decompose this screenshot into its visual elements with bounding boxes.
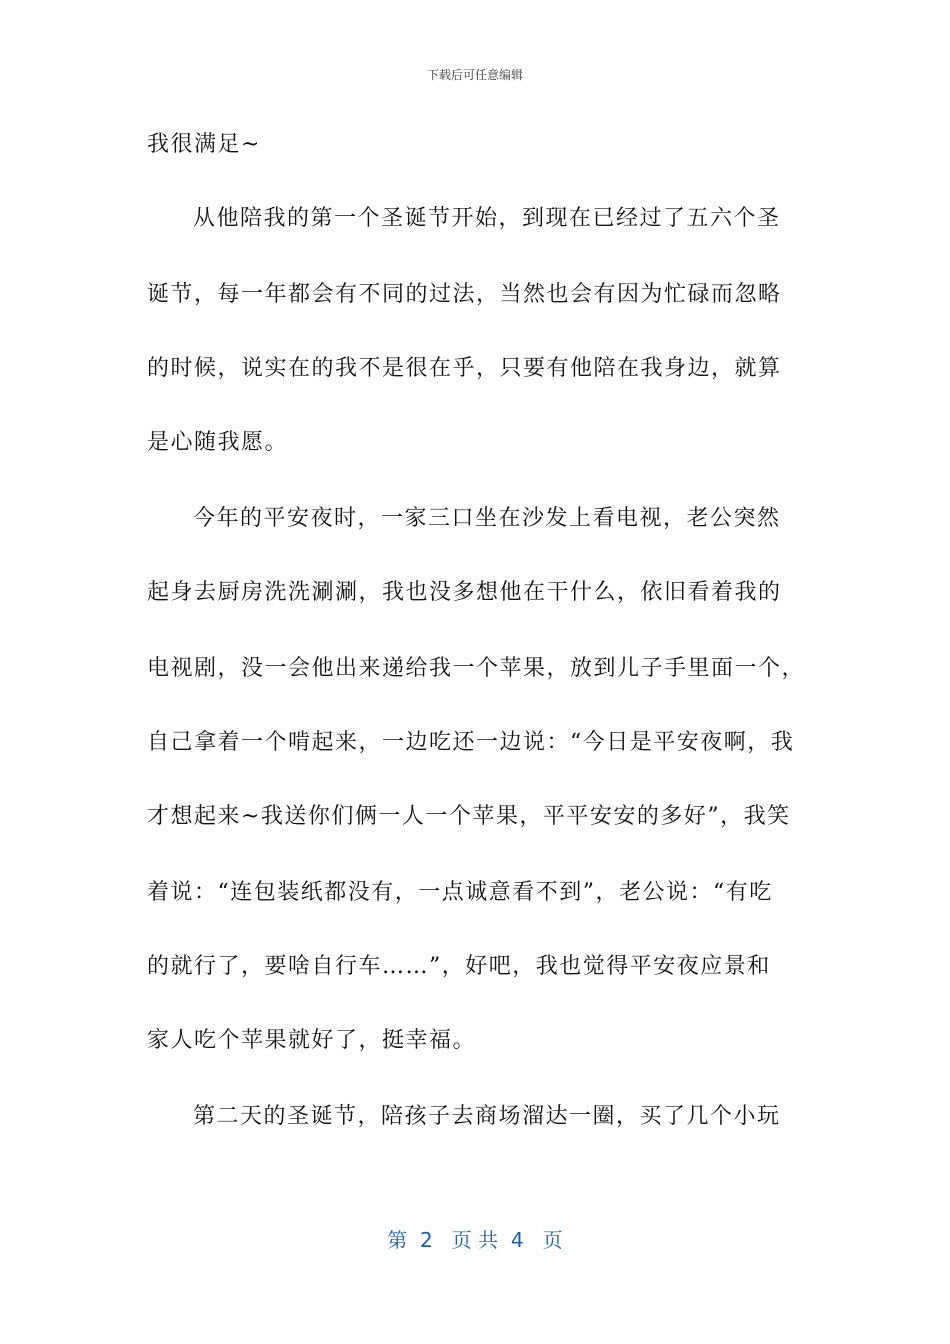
- text-line: 电视剧，没一会他出来递给我一个苹果，放到儿子手里面一个，: [147, 656, 806, 681]
- paragraph-first-line: 今年的平安夜时，一家三口坐在沙发上看电视，老公突然: [193, 506, 781, 531]
- text-line: 我很满足~: [147, 132, 261, 157]
- text-line: 起身去厨房洗洗涮涮，我也没多想他在干什么，依旧看着我的: [147, 580, 782, 605]
- text-line: 着说：“连包装纸都没有，一点诚意看不到”，老公说：“有吃: [147, 880, 773, 905]
- paragraph-first-line: 从他陪我的第一个圣诞节开始，到现在已经过了五六个圣: [193, 206, 781, 231]
- text-line: 是心随我愿。: [147, 430, 289, 455]
- text-line: 的时候，说实在的我不是很在乎，只要有他陪在我身边，就算: [147, 356, 782, 381]
- text-line: 自己拿着一个啃起来，一边吃还一边说：“今日是平安夜啊，我: [147, 730, 795, 755]
- text-line: 诞节，每一年都会有不同的过法，当然也会有因为忙碌而忽略: [147, 282, 782, 307]
- page-number-footer: 第 2 页 共 4 页: [387, 1228, 563, 1252]
- text-line: 家人吃个苹果就好了，挺幸福。: [147, 1028, 477, 1053]
- paragraph-first-line: 第二天的圣诞节，陪孩子去商场溜达一圈，买了几个小玩: [193, 1104, 781, 1129]
- text-line: 才想起来~我送你们俩一人一个苹果，平平安安的多好”，我笑: [147, 804, 791, 829]
- page-header: 下载后可任意编辑: [426, 68, 523, 82]
- text-line: 的就行了，要啥自行车……”，好吧，我也觉得平安夜应景和: [147, 954, 771, 979]
